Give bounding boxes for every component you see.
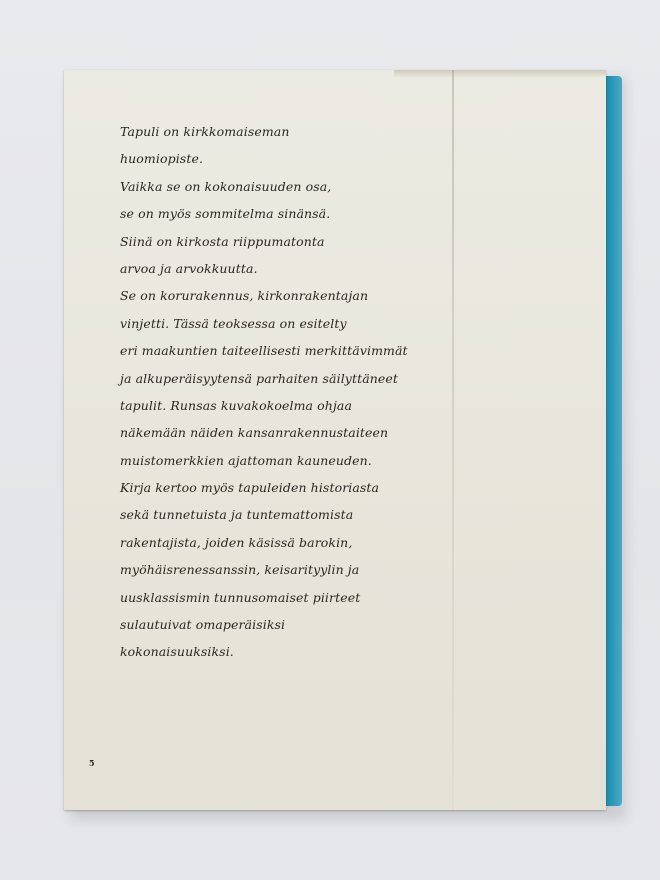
blurb-line: uusklassismin tunnusomaiset piirteet [120, 589, 361, 605]
cover-wear [394, 70, 606, 78]
blurb-line: Vaikka se on kokonaisuuden osa, [120, 178, 332, 194]
blurb-line: muistomerkkien ajattoman kauneuden. [120, 452, 372, 468]
blurb-line: myöhäisrenessanssin, keisarityylin ja [120, 562, 360, 578]
blurb-line: Tapuli on kirkkomaiseman [120, 124, 290, 139]
blurb-line: Kirja kertoo myös tapuleiden historiasta [120, 480, 380, 496]
cover-blurb [120, 118, 408, 666]
blurb-line: näkemään näiden kansanrakennustaiteen [120, 425, 389, 441]
blurb-line: sulautuivat omaperäisiksi [120, 617, 286, 633]
blurb-line: sekä tunnetuista ja tuntemattomista [120, 507, 354, 523]
blurb-line: ja alkuperäisyytensä parhaiten säilyttäneet [120, 370, 399, 386]
blurb-line: Siinä on kirkosta riippumatonta [120, 233, 325, 249]
blurb-line: se on myös sommitelma sinänsä. [120, 206, 331, 222]
blurb-line: huomiopiste. [120, 151, 204, 167]
blurb-line: eri maakuntien taiteellisesti merkittävimmät [120, 343, 408, 359]
dust-jacket-fold [452, 70, 454, 810]
blurb-line: tapulit. Runsas kuvakokoelma ohjaa [120, 397, 353, 413]
blurb-line: vinjetti. Tässä teoksessa on esitelty [120, 315, 347, 331]
page-number: 5 [89, 758, 95, 768]
blurb-line: Se on korurakennus, kirkonrakentajan [120, 288, 369, 304]
blurb-line: kokonaisuuksiksi. [120, 644, 234, 660]
book-back-cover [64, 70, 606, 810]
blurb-line: rakentajista, joiden käsissä barokin, [120, 534, 353, 550]
blurb-line: arvoa ja arvokkuutta. [120, 260, 258, 276]
